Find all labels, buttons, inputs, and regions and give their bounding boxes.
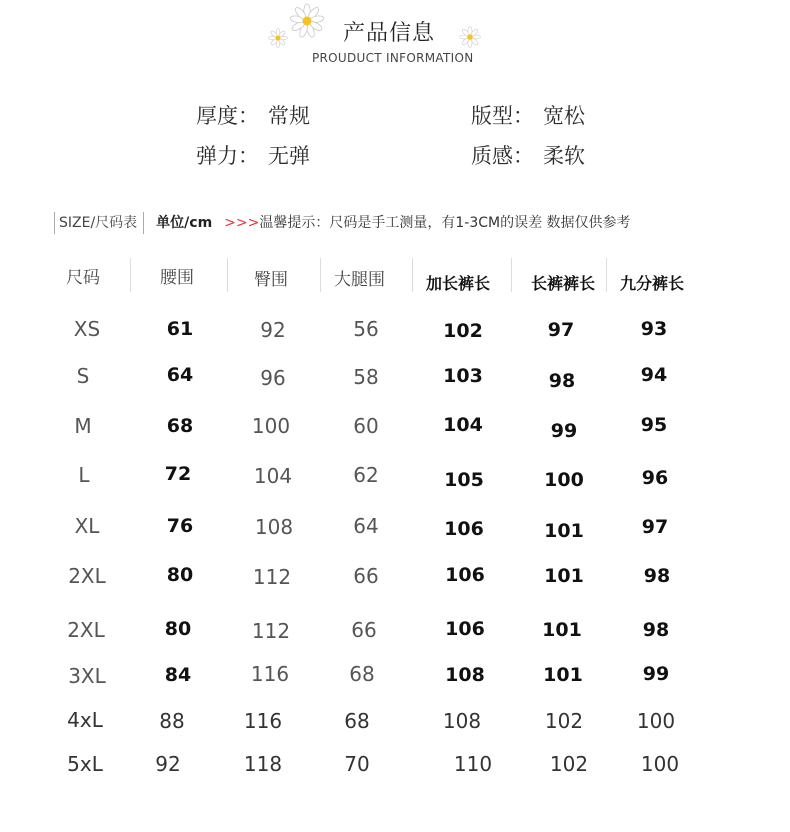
cell-size: XL xyxy=(74,514,100,538)
cell-ninth-length: 98 xyxy=(642,619,670,641)
cell-pants-length: 102 xyxy=(544,709,584,733)
attr-thickness-label: 厚度： xyxy=(196,104,259,128)
divider xyxy=(54,212,55,234)
cell-thigh: 68 xyxy=(349,662,375,686)
cell-thigh: 60 xyxy=(353,414,379,438)
cell-size: 2XL xyxy=(68,564,106,588)
cell-ninth-length: 97 xyxy=(641,516,669,538)
size-chart-label: SIZE/尺码表 xyxy=(59,215,138,231)
cell-size: M xyxy=(74,414,92,438)
cell-size: L xyxy=(78,463,90,487)
cell-ninth-length: 100 xyxy=(640,752,680,776)
attr-elasticity-value: 无弹 xyxy=(268,144,310,168)
cell-hip: 116 xyxy=(243,709,283,733)
attr-fit-value: 宽松 xyxy=(543,104,585,128)
cell-waist: 61 xyxy=(166,318,194,340)
cell-waist: 80 xyxy=(166,564,194,586)
divider xyxy=(143,212,144,234)
col-header-size: 尺码 xyxy=(66,268,100,288)
cell-ninth-length: 98 xyxy=(643,565,671,587)
divider xyxy=(606,258,607,292)
cell-long-length: 110 xyxy=(453,752,493,776)
cell-size: 3XL xyxy=(68,664,106,688)
cell-waist: 84 xyxy=(164,664,192,686)
cell-size: 5xL xyxy=(67,752,103,776)
cell-thigh: 70 xyxy=(344,752,370,776)
attr-elasticity-label: 弹力： xyxy=(196,144,259,168)
cell-waist: 88 xyxy=(159,709,185,733)
cell-long-length: 105 xyxy=(444,469,484,491)
page-subtitle: PROUDUCT INFORMATION xyxy=(312,51,474,65)
col-header-thigh: 大腿围 xyxy=(334,270,385,290)
cell-pants-length: 98 xyxy=(548,370,576,392)
cell-ninth-length: 95 xyxy=(640,414,668,436)
cell-size: 4xL xyxy=(67,708,103,732)
cell-pants-length: 101 xyxy=(542,619,582,641)
cell-pants-length: 100 xyxy=(544,469,584,491)
cell-thigh: 64 xyxy=(353,514,379,538)
cell-hip: 118 xyxy=(243,752,283,776)
col-header-waist: 腰围 xyxy=(160,268,194,288)
cell-hip: 112 xyxy=(252,565,292,589)
cell-thigh: 66 xyxy=(353,564,379,588)
cell-pants-length: 101 xyxy=(543,664,583,686)
divider xyxy=(227,258,228,292)
divider xyxy=(412,258,413,292)
cell-thigh: 68 xyxy=(344,709,370,733)
cell-waist: 72 xyxy=(164,463,192,485)
unit-label: 单位/cm xyxy=(156,215,213,231)
cell-waist: 68 xyxy=(166,415,194,437)
cell-hip: 104 xyxy=(253,464,293,488)
cell-long-length: 108 xyxy=(445,664,485,686)
cell-thigh: 62 xyxy=(353,463,379,487)
attr-thickness-value: 常规 xyxy=(268,104,310,128)
cell-pants-length: 97 xyxy=(547,319,575,341)
cell-long-length: 106 xyxy=(444,518,484,540)
cell-size: 2XL xyxy=(67,618,105,642)
cell-hip: 96 xyxy=(260,366,286,390)
cell-hip: 108 xyxy=(254,515,294,539)
cell-long-length: 106 xyxy=(445,564,485,586)
cell-long-length: 102 xyxy=(443,320,483,342)
cell-hip: 116 xyxy=(250,662,290,686)
cell-size: XS xyxy=(73,317,101,341)
daisy-large-icon xyxy=(289,3,325,39)
cell-waist: 64 xyxy=(166,364,194,386)
arrows-icon: >>> xyxy=(224,215,260,231)
cell-ninth-length: 99 xyxy=(642,663,670,685)
measurement-note: 温馨提示：尺码是手工测量，有1-3CM的误差 数据仅供参考 xyxy=(259,215,631,231)
cell-pants-length: 101 xyxy=(544,520,584,542)
divider xyxy=(320,258,321,292)
cell-ninth-length: 100 xyxy=(636,709,676,733)
divider xyxy=(130,258,131,292)
cell-hip: 100 xyxy=(251,414,291,438)
size-info-bar xyxy=(54,212,631,234)
cell-pants-length: 102 xyxy=(549,752,589,776)
cell-pants-length: 101 xyxy=(544,565,584,587)
cell-hip: 92 xyxy=(260,318,286,342)
daisy-small-right-icon xyxy=(459,26,481,48)
cell-waist: 92 xyxy=(155,752,181,776)
cell-long-length: 104 xyxy=(443,414,483,436)
col-header-pants-length: 长裤裤长 xyxy=(531,274,596,293)
cell-ninth-length: 94 xyxy=(640,364,668,386)
col-header-long-length: 加长裤长 xyxy=(426,274,491,293)
cell-pants-length: 99 xyxy=(550,420,578,442)
cell-thigh: 58 xyxy=(353,365,379,389)
divider xyxy=(511,258,512,292)
attr-fit-label: 版型： xyxy=(471,104,534,128)
cell-long-length: 108 xyxy=(442,709,482,733)
cell-size: S xyxy=(76,364,90,388)
cell-hip: 112 xyxy=(251,619,291,643)
cell-thigh: 66 xyxy=(351,618,377,642)
cell-long-length: 103 xyxy=(443,365,483,387)
cell-ninth-length: 96 xyxy=(641,467,669,489)
daisy-small-left-icon xyxy=(268,28,288,48)
cell-thigh: 56 xyxy=(353,317,379,341)
cell-long-length: 106 xyxy=(445,618,485,640)
cell-ninth-length: 93 xyxy=(640,318,668,340)
page-title: 产品信息 xyxy=(343,21,436,46)
cell-waist: 80 xyxy=(164,618,192,640)
attr-texture-value: 柔软 xyxy=(543,144,585,168)
attr-texture-label: 质感： xyxy=(471,144,534,168)
col-header-hip: 臀围 xyxy=(254,270,288,290)
col-header-ninth-length: 九分裤长 xyxy=(620,274,685,293)
cell-waist: 76 xyxy=(166,515,194,537)
